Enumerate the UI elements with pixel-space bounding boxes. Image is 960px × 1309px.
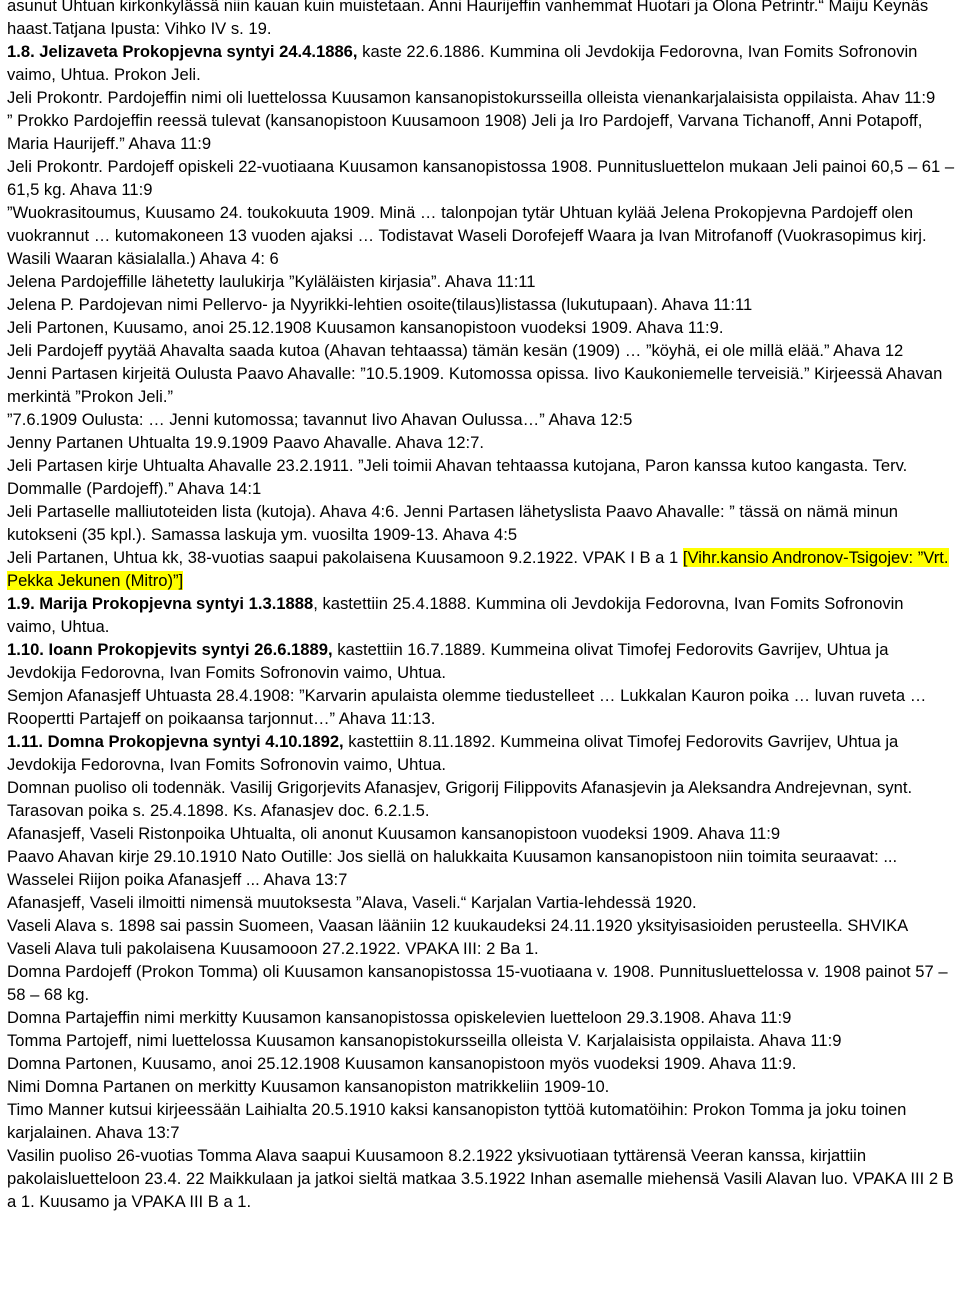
document-paragraph [7,684,957,730]
paragraph-text: Vaseli Alava s. 1898 sai passin Suomeen, Vaasan lääniin 12 kuukaudeksi 24.11.1920 yksityisasioiden perusteella. SHVIKA [7,916,909,935]
paragraph-text: kastettiin 8.11.1892. Kummeina olivat Timofej Fedorovits Gavrijev, Uhtua ja Jevdokija Fedorovna, Ivan Fomits Sofronovin vaimo, Uhtua. [7,732,899,774]
document-paragraph [7,1006,957,1029]
paragraph-text: Domna Pardojeff (Prokon Tomma) oli Kuusamon kansanopistossa 15-vuotiaana v. 1908. Punnitusluettelossa v. 1908 painot 57 – 58 – 68 kg. [7,962,948,1004]
paragraph-text: Jeli Partaselle malliutoteiden lista (kutoja). Ahava 4:6. Jenni Partasen lähetyslista Paavo Ahavalle: ” tässä on nämä minun kutokseni (35 kpl.). Samassa laskuja ym. vuosilta 1909-13. Ahava 4:5 [7,502,899,544]
document-paragraph [7,109,957,155]
document-paragraph [7,155,957,201]
document-paragraph [7,270,957,293]
document-paragraph [7,822,957,845]
paragraph-text: Tomma Partojeff, nimi luettelossa Kuusamon kansanopistokursseilla olleista V. Karjalaisista oppilaista. Ahava 11:9 [7,1031,842,1050]
document-paragraph [7,845,957,891]
paragraph-text: Jeli Partanen, Uhtua kk, 38-vuotias saapui pakolaisena Kuusamoon 9.2.1922. VPAK I B a 1 [7,548,683,567]
document-paragraph [7,1144,957,1213]
paragraph-text: Nimi Domna Partanen on merkitty Kuusamon kansanopiston matrikkeliin 1909-10. [7,1077,610,1096]
document-paragraph [7,408,957,431]
document-paragraph [7,730,957,776]
document-paragraph [7,914,957,937]
highlighted-text: [Vihr.kansio Andronov-Tsigojev: ”Vrt. Pekka Jekunen (Mitro)”] [7,548,949,590]
document-paragraph [7,546,957,592]
paragraph-text: Jeli Partasen kirje Uhtualta Ahavalle 23.2.1911. ”Jeli toimii Ahavan tehtaassa kutojana, Paron kanssa kutoo kangasta. Terv. Dommalle (Pardojeff).” Ahava 14:1 [7,456,908,498]
section-heading-text: 1.10. Ioann Prokopjevits syntyi 26.6.1889, [7,640,333,659]
paragraph-text: Jelena P. Pardojevan nimi Pellervo- ja Nyyrikki-lehtien osoite(tilaus)listassa (lukutupaan). Ahava 11:11 [7,295,753,314]
paragraph-text: Jeli Partonen, Kuusamo, anoi 25.12.1908 Kuusamon kansanopistoon vuodeksi 1909. Ahava 11:9. [7,318,724,337]
paragraph-text: Jeli Prokontr. Pardojeff opiskeli 22-vuotiaana Kuusamon kansanopistossa 1908. Punnitusluettelon mukaan Jeli painoi 60,5 – 61 – 61,5 kg. Ahava 11:9 [7,157,955,199]
paragraph-text: Vaseli Alava tuli pakolaisena Kuusamooon 27.2.1922. VPAKA III: 2 Ba 1. [7,939,539,958]
paragraph-text: Jenni Partasen kirjeitä Oulusta Paavo Ahavalle: ”10.5.1909. Kutomossa opissa. Iivo Kaukoniemelle terveisiä.” Kirjeessä Ahavan merkintä ”Prokon Jeli.” [7,364,943,406]
section-heading-text: 1.8. Jelizaveta Prokopjevna syntyi 24.4.1886, [7,42,358,61]
paragraph-text: , kastettiin 25.4.1888. Kummina oli Jevdokija Fedorovna, Ivan Fomits Sofronovin vaimo, Uhtua. [7,594,904,636]
document-paragraph [7,0,957,40]
document-paragraph [7,201,957,270]
document-paragraph [7,1098,957,1144]
paragraph-text: Semjon Afanasjeff Uhtuasta 28.4.1908: ”Karvarin apulaista olemme tiedustelleet … Lukkalan Kauron poika … luvan ruveta … Roopertti Partajeff on poikaansa tarjonnut…” Ahava 11:13. [7,686,927,728]
paragraph-text: Afanasjeff, Vaseli ilmoitti nimensä muutoksesta ”Alava, Vaseli.“ Karjalan Vartia-lehdessä 1920. [7,893,697,912]
document-paragraph [7,454,957,500]
document-paragraph [7,1052,957,1075]
paragraph-text: ”7.6.1909 Oulusta: … Jenni kutomossa; tavannut Iivo Ahavan Oulussa…” Ahava 12:5 [7,410,633,429]
document-paragraph [7,776,957,822]
paragraph-text: kaste 22.6.1886. Kummina oli Jevdokija Fedorovna, Ivan Fomits Sofronovin vaimo, Uhtua. Prokon Jeli. [7,42,918,84]
document-paragraph [7,500,957,546]
paragraph-text: Vasilin puoliso 26-vuotias Tomma Alava saapui Kuusamoon 8.2.1922 yksivuotiaan tyttärensä Veeran kanssa, kirjattiin pakolaisluetteloon 23.4. 22 Maikkulaan ja jatkoi sieltä matkaa 3.5.1922 Inhan asemalle miehensä Vasili Alavan luo. VPAKA III 2 B a 1. Kuusamo ja VPAKA III B a 1. [7,1146,954,1211]
document-paragraph [7,638,957,684]
paragraph-text: Paavo Ahavan kirje 29.10.1910 Nato Outille: Jos siellä on halukkaita Kuusamon kansanopistoon niin toimita seuraavat: ... Wasselei Riijon poika Afanasjeff ... Ahava 13:7 [7,847,898,889]
document-paragraph [7,293,957,316]
paragraph-text: Domna Partonen, Kuusamo, anoi 25.12.1908 Kuusamon kansanopistoon myös vuodeksi 1909. Ahava 11:9. [7,1054,797,1073]
document-paragraph [7,1029,957,1052]
paragraph-text: Jeli Prokontr. Pardojeffin nimi oli luettelossa Kuusamon kansanopistokursseilla olleista vienankarjalaisista oppilaista. Ahav 11:9 [7,88,936,107]
document-paragraph [7,40,957,86]
document-paragraph [7,891,957,914]
paragraph-text: Jelena Pardojeffille lähetetty laulukirja ”Kyläläisten kirjasia”. Ahava 11:11 [7,272,536,291]
paragraph-text: Afanasjeff, Vaseli Ristonpoika Uhtualta, oli anonut Kuusamon kansanopistoon vuodeksi 1909. Ahava 11:9 [7,824,781,843]
paragraph-text: ” Prokko Pardojeffin reessä tulevat (kansanopistoon Kuusamoon 1908) Jeli ja Iro Pardojeff, Varvana Tichanoff, Anni Potapoff, Maria Haurijeff.” Ahava 11:9 [7,111,923,153]
document-paragraph [7,1075,957,1098]
paragraph-text: asunut Uhtuan kirkonkylässä niin kauan kuin muistetaan. Anni Haurijeffin vanhemmat Huotari ja Olona Petrintr.“ Maiju Keynäs haast.Tatjana Ipusta: Vihko IV s. 19. [7,0,929,38]
paragraph-text: Jenny Partanen Uhtualta 19.9.1909 Paavo Ahavalle. Ahava 12:7. [7,433,484,452]
paragraph-text: Timo Manner kutsui kirjeessään Laihialta 20.5.1910 kaksi kansanopiston tyttöä kutomatöihin: Prokon Tomma ja joku toinen karjalainen. Ahava 13:7 [7,1100,907,1142]
paragraph-text: ”Wuokrasitoumus, Kuusamo 24. toukokuuta 1909. Minä … talonpojan tytär Uhtuan kylää Jelena Prokopjevna Pardojeff olen vuokrannut … kutomakoneen 13 vuoden ajaksi … Todistavat Waseli Dorofejeff Waara ja Ivan Mitrofanoff (Vuokrasopimus kirj. Wasili Waaran käsialalla.) Ahava 4: 6 [7,203,927,268]
document-paragraph [7,316,957,339]
document-paragraph [7,86,957,109]
document-paragraph [7,339,957,362]
paragraph-text: Domna Partajeffin nimi merkitty Kuusamon kansanopistossa opiskelevien luetteloon 29.3.1908. Ahava 11:9 [7,1008,792,1027]
section-heading-text: 1.9. Marija Prokopjevna syntyi 1.3.1888 [7,594,314,613]
paragraph-text: kastettiin 16.7.1889. Kummeina olivat Timofej Fedorovits Gavrijev, Uhtua ja Jevdokija Fedorovna, Ivan Fomits Sofronovin vaimo, Uhtua. [7,640,889,682]
section-heading-text: 1.11. Domna Prokopjevna syntyi 4.10.1892, [7,732,344,751]
document-paragraph [7,960,957,1006]
paragraph-text: Domnan puoliso oli todennäk. Vasilij Grigorjevits Afanasjev, Grigorij Filippovits Afanasjevin ja Aleksandra Andrejevnan, synt. Tarasovan poika s. 25.4.1898. Ks. Afanasjev doc. 6.2.1.5. [7,778,913,820]
paragraph-text: Jeli Pardojeff pyytää Ahavalta saada kutoa (Ahavan tehtaassa) tämän kesän (1909) … ”köyhä, ei ole millä elää.” Ahava 12 [7,341,904,360]
document-paragraph [7,362,957,408]
document-paragraph [7,431,957,454]
document-paragraph [7,937,957,960]
document-paragraph [7,592,957,638]
